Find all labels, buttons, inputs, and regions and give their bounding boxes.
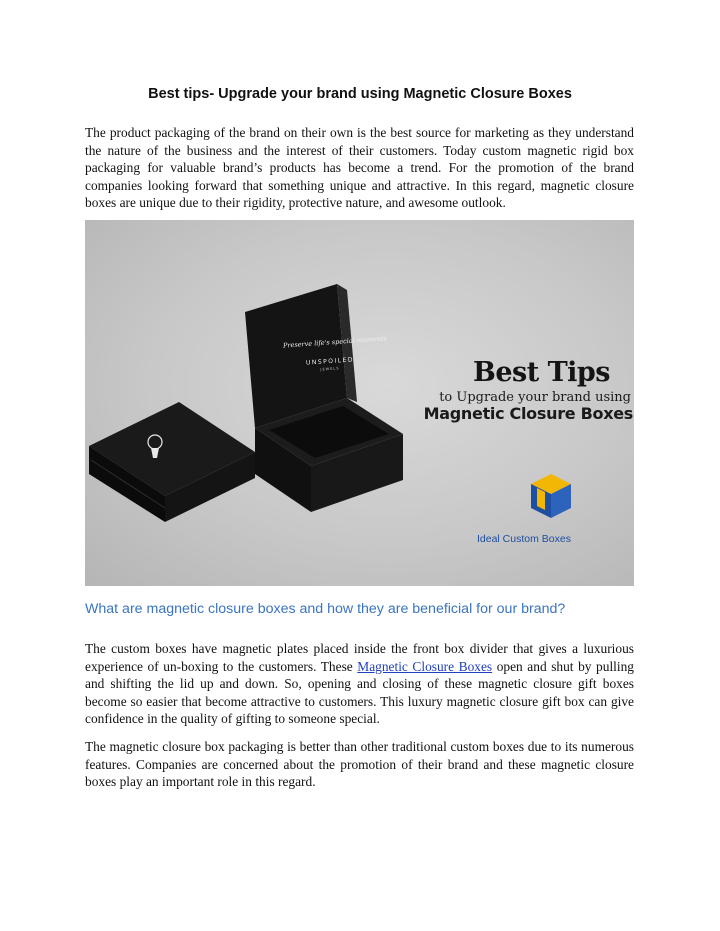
magnetic-closure-boxes-link[interactable]: Magnetic Closure Boxes (357, 658, 493, 674)
banner-image (85, 220, 634, 586)
box-tagline: Preserve life's special moments (282, 334, 388, 350)
benefits-text-after: open and shut by pulling and shifting the lid up and down. So, opening and closing of these magnetic closure gift boxes become so easier that become attractive to customers. This luxury magnetic closure gift box can give confidence in the quality of gifting to someone special. (85, 658, 634, 727)
banner-subline: to Upgrade your brand using (439, 390, 631, 405)
banner-product: Magnetic Closure Boxes (423, 404, 633, 423)
benefits-text-before: The custom boxes have magnetic plates placed inside the front box divider that gives a luxurious experience of un-boxing to the customers. These (85, 641, 634, 674)
box-brand-name: UNSPOILED (305, 356, 355, 367)
intro-paragraph: The product packaging of the brand on their own is the best source for marketing as they understand the nature of the business and the interest of their customers. Today custom magnetic rigid box packaging for valuable brand’s products has become a trend. For the promotion of the brand companies looking forward that something unique and attractive. In this regard, magnetic closure boxes are unique due to their rigidity, protective nature, and awesome outlook. (85, 125, 634, 211)
benefits-paragraph (85, 640, 634, 728)
company-logo-name: Ideal Custom Boxes (477, 533, 571, 545)
banner-headline: Best Tips (473, 357, 610, 388)
section-heading: What are magnetic closure boxes and how they are beneficial for our brand? (85, 601, 566, 617)
box-brand-sub: JEWELS (320, 366, 340, 372)
features-paragraph: The magnetic closure box packaging is better than other traditional custom boxes due to its numerous features. Companies are concerned about the promotion of their brand and these magnetic closure boxes play an important role in this regard. (85, 739, 634, 790)
document-title: Best tips- Upgrade your brand using Magnetic Closure Boxes (148, 86, 572, 102)
